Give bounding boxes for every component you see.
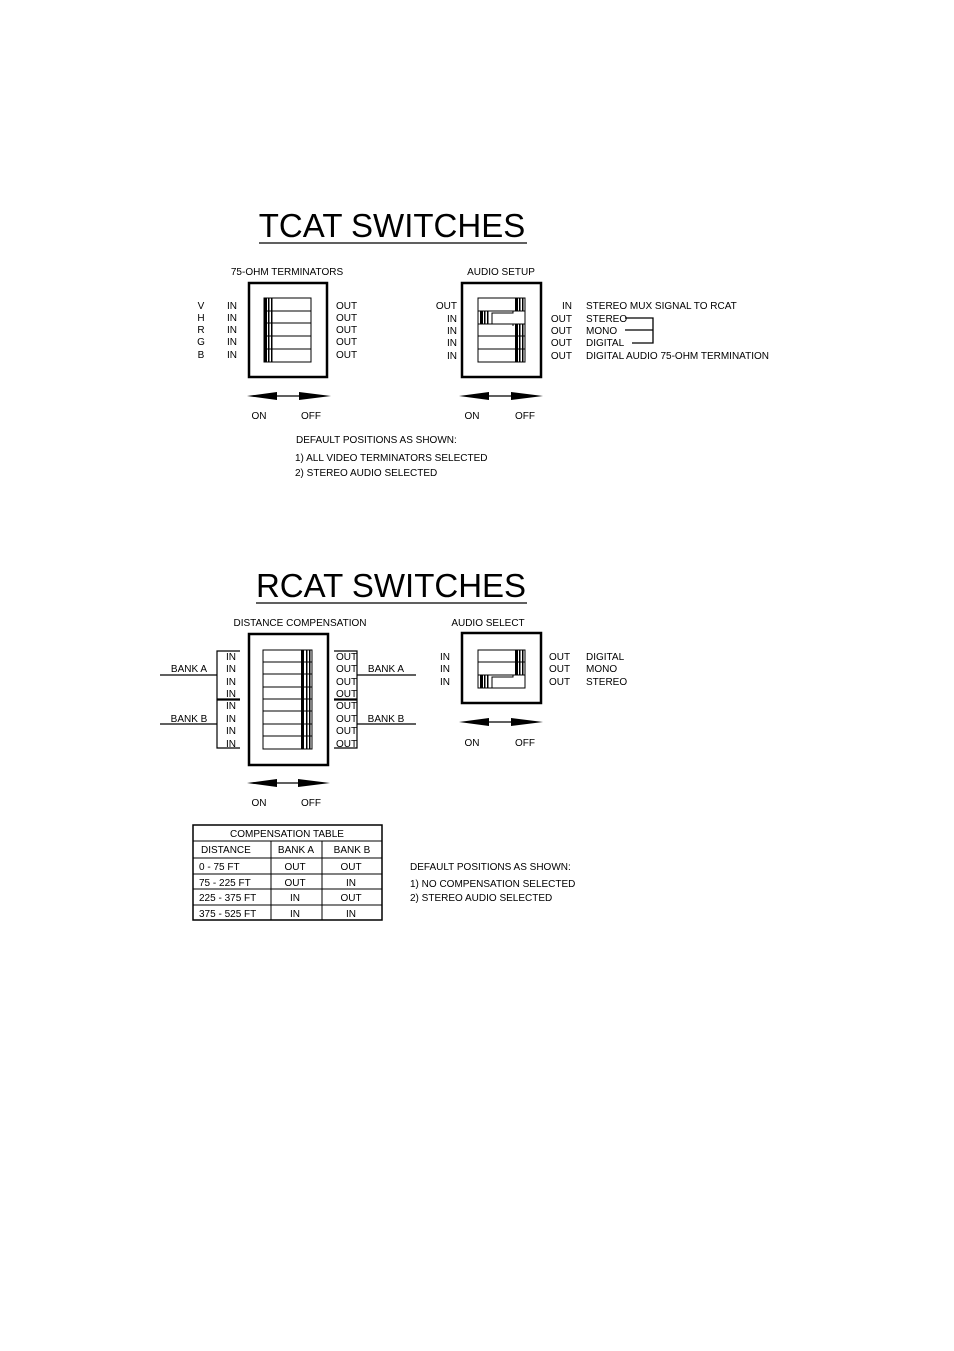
- table-cell: IN: [346, 878, 356, 889]
- distance-off-label: OFF: [301, 798, 321, 809]
- off-arrow-icon: [299, 392, 331, 400]
- out-label: OUT: [549, 677, 571, 688]
- rcat-default-item: 1) NO COMPENSATION SELECTED: [410, 879, 576, 890]
- out-label: OUT: [336, 652, 358, 663]
- audio-setup-off-label: OFF: [515, 411, 535, 422]
- bank-a-left-label: BANK A: [170, 664, 208, 675]
- in-label: IN: [227, 313, 237, 324]
- distance-on-label: ON: [251, 798, 267, 809]
- in-label: IN: [227, 337, 237, 348]
- audio-select-heading: AUDIO SELECT: [451, 618, 525, 629]
- stereo-paddle-outline: [492, 675, 513, 688]
- in-label: IN: [226, 739, 236, 750]
- audio-function-label: DIGITAL AUDIO 75-OHM TERMINATION: [586, 351, 769, 362]
- bank-a-right-label: BANK A: [367, 664, 405, 675]
- terminators-heading: 75-OHM TERMINATORS: [230, 267, 344, 278]
- out-label: OUT: [336, 301, 358, 312]
- distance-on-off-arrows: [247, 779, 330, 787]
- audio-select-on-label: ON: [464, 738, 480, 749]
- switch-actuator: [480, 311, 489, 324]
- audio-setup-on-label: ON: [464, 411, 480, 422]
- rcat-default-item: 2) STEREO AUDIO SELECTED: [410, 893, 553, 904]
- terminators-on-off-arrows: [247, 392, 331, 400]
- compensation-table: [193, 825, 382, 920]
- table-cell: OUT: [284, 862, 306, 873]
- table-cell: IN: [346, 909, 356, 920]
- distance-heading: DISTANCE COMPENSATION: [233, 618, 367, 629]
- switch-actuator: [515, 324, 524, 362]
- in-label: IN: [226, 726, 236, 737]
- in-label: IN: [440, 652, 450, 663]
- off-arrow-icon: [511, 718, 543, 726]
- left-state-label: IN: [447, 326, 457, 337]
- on-arrow-icon: [459, 718, 489, 726]
- audio-setup-on-off-arrows: [459, 392, 543, 400]
- right-state-label: OUT: [550, 338, 572, 349]
- audio-function-label: STEREO: [586, 677, 628, 688]
- out-label: OUT: [336, 714, 358, 725]
- out-label: OUT: [549, 652, 571, 663]
- tcat-default-item: 1) ALL VIDEO TERMINATORS SELECTED: [295, 453, 488, 464]
- table-cell: OUT: [340, 893, 362, 904]
- on-arrow-icon: [247, 779, 277, 787]
- audio-select-switch-housing: [462, 633, 541, 703]
- terminators-switch-housing: [249, 283, 327, 377]
- signal-label: B: [197, 350, 205, 361]
- tcat-title: TCAT SWITCHES: [258, 207, 526, 244]
- terminators-off-label: OFF: [301, 411, 321, 422]
- in-label: IN: [227, 301, 237, 312]
- in-label: IN: [226, 714, 236, 725]
- left-state-label: IN: [447, 314, 457, 325]
- in-label: IN: [440, 664, 450, 675]
- table-header-cell: BANK B: [333, 845, 371, 856]
- left-state-label: OUT: [435, 301, 457, 312]
- right-state-label: IN: [562, 301, 572, 312]
- in-label: IN: [226, 664, 236, 675]
- tcat-section: [197, 207, 769, 479]
- out-label: OUT: [336, 701, 358, 712]
- out-label: OUT: [336, 664, 358, 675]
- table-cell: IN: [290, 893, 300, 904]
- table-cell: 375 - 525 FT: [199, 909, 257, 920]
- audio-setup-heading: AUDIO SETUP: [467, 267, 535, 278]
- signal-label: H: [197, 313, 205, 324]
- out-label: OUT: [336, 677, 358, 688]
- table-caption: COMPENSATION TABLE: [230, 829, 344, 840]
- table-cell: OUT: [284, 878, 306, 889]
- switch-actuator: [515, 650, 524, 675]
- terminators-on-label: ON: [251, 411, 267, 422]
- rcat-section: [160, 567, 627, 920]
- tcat-default-item: 2) STEREO AUDIO SELECTED: [295, 468, 438, 479]
- audio-function-label: STEREO MUX SIGNAL TO RCAT: [586, 301, 737, 312]
- in-label: IN: [227, 325, 237, 336]
- in-label: IN: [226, 689, 236, 700]
- audio-select-switch-group: [440, 618, 627, 749]
- out-label: OUT: [336, 325, 358, 336]
- right-state-label: OUT: [550, 314, 572, 325]
- off-arrow-icon: [298, 779, 330, 787]
- audio-select-on-off-arrows: [459, 718, 543, 726]
- audio-function-label: MONO: [586, 326, 618, 337]
- in-label: IN: [226, 652, 236, 663]
- audio-setup-switch-housing: [462, 283, 541, 377]
- table-cell: 225 - 375 FT: [199, 893, 257, 904]
- distance-switch-group: [160, 618, 416, 809]
- tcat-defaults-note: [295, 435, 487, 479]
- audio-function-label: DIGITAL: [586, 652, 625, 663]
- table-cell: 0 - 75 FT: [199, 862, 240, 873]
- out-label: OUT: [336, 739, 358, 750]
- stereo-paddle-outline: [492, 311, 513, 326]
- right-state-label: OUT: [550, 351, 572, 362]
- bank-b-left-label: BANK B: [170, 714, 208, 725]
- audio-function-label: STEREO: [586, 314, 628, 325]
- table-header-cell: BANK A: [277, 845, 315, 856]
- terminators-switch-group: [197, 267, 357, 422]
- left-state-label: IN: [447, 351, 457, 362]
- off-arrow-icon: [511, 392, 543, 400]
- table-cell: IN: [290, 909, 300, 920]
- signal-label: G: [197, 337, 205, 348]
- in-label: IN: [226, 677, 236, 688]
- audio-exclusive-bracket: [625, 318, 653, 343]
- terminator-actuators: [264, 298, 273, 362]
- out-label: OUT: [549, 664, 571, 675]
- right-state-label: OUT: [550, 326, 572, 337]
- signal-label: R: [197, 325, 205, 336]
- audio-function-label: DIGITAL: [586, 338, 625, 349]
- table-cell: OUT: [340, 862, 362, 873]
- in-label: IN: [440, 677, 450, 688]
- table-header-cell: DISTANCE: [201, 845, 251, 856]
- tcat-defaults-heading: DEFAULT POSITIONS AS SHOWN:: [296, 435, 457, 446]
- signal-label: V: [197, 301, 205, 312]
- switch-actuator: [480, 675, 489, 688]
- switch-actuator: [515, 298, 524, 311]
- audio-function-label: MONO: [586, 664, 618, 675]
- out-label: OUT: [336, 689, 358, 700]
- left-state-label: IN: [447, 338, 457, 349]
- in-label: IN: [226, 701, 236, 712]
- audio-setup-switch-group: [436, 267, 769, 422]
- bank-b-right-label: BANK B: [367, 714, 405, 725]
- in-label: IN: [227, 350, 237, 361]
- out-label: OUT: [336, 350, 358, 361]
- out-label: OUT: [336, 337, 358, 348]
- rcat-defaults-note: [410, 862, 575, 904]
- out-label: OUT: [336, 313, 358, 324]
- audio-select-off-label: OFF: [515, 738, 535, 749]
- on-arrow-icon: [459, 392, 489, 400]
- out-label: OUT: [336, 726, 358, 737]
- table-cell: 75 - 225 FT: [199, 878, 251, 889]
- on-arrow-icon: [247, 392, 277, 400]
- rcat-title: RCAT SWITCHES: [255, 567, 527, 604]
- rcat-defaults-heading: DEFAULT POSITIONS AS SHOWN:: [410, 862, 571, 873]
